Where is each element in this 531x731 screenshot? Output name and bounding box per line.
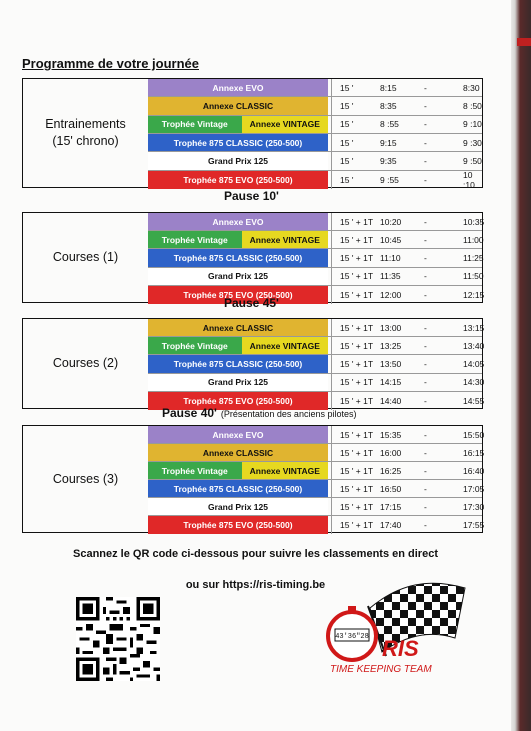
category-cell xyxy=(148,444,328,461)
category-cell xyxy=(148,462,328,479)
session-rows xyxy=(148,426,485,532)
start-time: 15:35 xyxy=(380,429,402,440)
category-cell xyxy=(148,116,328,133)
duration-cell: 15 ' + 1T xyxy=(331,444,373,461)
end-time: 17:55 xyxy=(463,520,485,530)
category-name: Trophée 875 EVO (250-500) xyxy=(148,392,328,410)
duration-cell: 15 ' + 1T xyxy=(331,498,373,515)
end-time: 14:55 xyxy=(463,395,485,406)
time-separator: - xyxy=(424,216,427,227)
category-cell xyxy=(148,516,328,534)
pause-label xyxy=(224,189,279,203)
start-time: 17:40 xyxy=(380,520,402,530)
category-name: Trophée 875 EVO (250-500) xyxy=(148,171,328,189)
start-time: 16:50 xyxy=(380,483,402,494)
category-cell xyxy=(148,374,328,391)
start-time: 16:00 xyxy=(380,447,402,458)
start-time: 9:35 xyxy=(380,155,397,166)
time-separator: - xyxy=(424,82,427,93)
category-cell xyxy=(148,213,328,230)
pause-note: (Présentation des anciens pilotes) xyxy=(220,409,357,419)
category-name: Trophée 875 CLASSIC (250-500) xyxy=(148,355,328,372)
end-time: 17:05 xyxy=(463,483,485,494)
end-time: 14:30 xyxy=(463,377,485,388)
time-separator: - xyxy=(424,289,427,300)
category-name: Trophée Vintage xyxy=(148,462,242,479)
pause-duration: Pause 45' xyxy=(224,296,279,310)
time-separator: - xyxy=(424,520,427,530)
end-time: 11:00 xyxy=(463,234,484,245)
start-time: 13:50 xyxy=(380,358,402,369)
end-time: 10 :10 xyxy=(463,169,475,190)
duration-cell: 15 ' + 1T xyxy=(331,249,373,266)
table-row xyxy=(148,79,482,97)
category-cell xyxy=(148,97,328,114)
duration-cell: 15 ' + 1T xyxy=(331,480,373,497)
table-row xyxy=(148,249,482,267)
time-separator: - xyxy=(424,234,427,245)
category-name: Grand Prix 125 xyxy=(148,374,328,391)
start-time: 13:25 xyxy=(380,340,402,351)
end-time: 15:50 xyxy=(463,429,485,440)
end-time: 11:50 xyxy=(463,271,484,282)
category-name: Trophée 875 CLASSIC (250-500) xyxy=(148,480,328,497)
page-title: Programme de votre journée xyxy=(22,56,199,71)
category-name: Trophée 875 EVO (250-500) xyxy=(148,286,328,304)
table-row xyxy=(148,231,482,249)
category-cell xyxy=(148,498,328,515)
time-separator: - xyxy=(424,100,427,111)
start-time: 12:00 xyxy=(380,289,402,300)
start-time: 14:40 xyxy=(380,395,402,406)
schedule-block xyxy=(22,212,483,303)
category-name: Annexe CLASSIC xyxy=(148,444,328,461)
duration-cell: 15 ' + 1T xyxy=(331,355,373,372)
pause-duration: Pause 10' xyxy=(224,189,279,203)
duration-cell: 15 ' xyxy=(331,116,353,133)
pause-label xyxy=(224,296,279,310)
time-separator: - xyxy=(424,395,427,406)
table-row xyxy=(148,462,485,480)
category-cell xyxy=(148,249,328,266)
duration-cell: 15 ' xyxy=(331,134,353,151)
table-row xyxy=(148,374,485,392)
table-row xyxy=(148,213,485,231)
schedule-block xyxy=(22,425,483,533)
category-cell xyxy=(148,268,328,285)
time-separator: - xyxy=(424,155,427,166)
schedule-block xyxy=(22,318,483,409)
watch-readout: 43'36"28 xyxy=(335,633,369,641)
table-row xyxy=(148,171,482,189)
end-time: 8 :50 xyxy=(463,100,482,111)
session-rows xyxy=(148,213,485,302)
table-row xyxy=(148,116,482,134)
time-separator: - xyxy=(424,377,427,388)
category-name: Grand Prix 125 xyxy=(148,498,328,515)
logo-brand: RIS xyxy=(382,636,419,661)
table-row xyxy=(148,444,485,462)
time-separator: - xyxy=(424,252,427,263)
session-label: Courses (1) xyxy=(52,250,119,264)
session-rows xyxy=(148,79,482,190)
start-time: 10:20 xyxy=(380,216,402,227)
end-time: 9 :30 xyxy=(463,137,482,148)
category-name: Annexe CLASSIC xyxy=(148,319,328,336)
category-name: Annexe EVO xyxy=(148,426,328,443)
time-separator: - xyxy=(424,322,427,333)
category-name: Annexe VINTAGE xyxy=(242,231,328,248)
start-time: 16:25 xyxy=(380,465,402,476)
end-time: 12:15 xyxy=(463,289,485,300)
schedule-block xyxy=(22,78,483,188)
time-separator: - xyxy=(424,465,427,476)
start-time: 8:35 xyxy=(380,100,397,111)
start-time: 11:10 xyxy=(380,252,401,263)
scan-instruction: Scannez le QR code ci-dessous pour suivre les classements en direct xyxy=(73,548,438,560)
start-time: 8:15 xyxy=(380,82,397,93)
category-name: Annexe EVO xyxy=(148,79,328,96)
page-edge-mark xyxy=(517,38,531,46)
end-time: 17:30 xyxy=(463,501,485,512)
end-time: 9 :50 xyxy=(463,155,482,166)
category-name: Annexe VINTAGE xyxy=(242,462,328,479)
table-row xyxy=(148,268,482,286)
category-cell xyxy=(148,79,328,96)
time-separator: - xyxy=(424,358,427,369)
duration-cell: 15 ' + 1T xyxy=(331,268,373,285)
session-rows xyxy=(148,319,485,408)
time-separator: - xyxy=(424,501,427,512)
end-time: 10:35 xyxy=(463,216,485,227)
table-row xyxy=(148,426,485,444)
logo-tagline: TIME KEEPING TEAM xyxy=(330,664,432,675)
time-separator: - xyxy=(424,447,427,458)
table-row xyxy=(148,516,485,534)
start-time: 8 :55 xyxy=(380,119,399,130)
duration-cell: 15 ' + 1T xyxy=(331,426,373,443)
duration-cell: 15 ' + 1T xyxy=(331,392,373,410)
category-cell xyxy=(148,426,328,443)
category-cell xyxy=(148,231,328,248)
table-row xyxy=(148,97,482,115)
pause-duration: Pause 40' xyxy=(162,406,217,420)
category-name: Trophée Vintage xyxy=(148,337,242,354)
start-time: 9:15 xyxy=(380,137,397,148)
duration-cell: 15 ' + 1T xyxy=(331,462,373,479)
session-label: Courses (2) xyxy=(52,356,119,370)
end-time: 16:15 xyxy=(463,447,485,458)
time-separator: - xyxy=(424,174,427,185)
end-time: 13:40 xyxy=(463,340,485,351)
end-time: 14:05 xyxy=(463,358,485,369)
category-name: Annexe VINTAGE xyxy=(242,116,328,133)
category-name: Trophée 875 EVO (250-500) xyxy=(148,516,328,534)
category-name: Annexe CLASSIC xyxy=(148,97,328,114)
start-time: 14:15 xyxy=(380,377,402,388)
time-separator: - xyxy=(424,340,427,351)
table-row xyxy=(148,498,485,516)
duration-cell: 15 ' + 1T xyxy=(331,231,373,248)
page-edge xyxy=(511,0,531,731)
session-label: Entrainements (15' chrono) xyxy=(45,117,126,148)
category-cell xyxy=(148,171,328,189)
duration-cell: 15 ' + 1T xyxy=(331,337,373,354)
start-time: 10:45 xyxy=(380,234,402,245)
category-cell xyxy=(148,319,328,336)
category-name: Annexe EVO xyxy=(148,213,328,230)
end-time: 8:30 xyxy=(463,82,480,93)
start-time: 11:35 xyxy=(380,271,401,282)
duration-cell: 15 ' + 1T xyxy=(331,286,373,304)
time-separator: - xyxy=(424,483,427,494)
table-row xyxy=(148,480,485,498)
category-name: Grand Prix 125 xyxy=(148,152,328,169)
category-name: Annexe VINTAGE xyxy=(242,337,328,354)
table-row xyxy=(148,319,485,337)
category-name: Trophée Vintage xyxy=(148,116,242,133)
category-name: Trophée 875 CLASSIC (250-500) xyxy=(148,249,328,266)
category-name: Trophée Vintage xyxy=(148,231,242,248)
session-label: Courses (3) xyxy=(52,471,119,486)
duration-cell: 15 ' + 1T xyxy=(331,374,373,391)
duration-cell: 15 ' xyxy=(331,171,353,189)
time-separator: - xyxy=(424,271,427,282)
duration-cell: 15 ' + 1T xyxy=(331,319,373,336)
end-time: 11:25 xyxy=(463,252,484,263)
duration-cell: 15 ' xyxy=(331,79,353,96)
table-row xyxy=(148,134,482,152)
table-row xyxy=(148,355,485,373)
end-time: 16:40 xyxy=(463,465,485,476)
time-separator: - xyxy=(424,119,427,130)
start-time: 9 :55 xyxy=(380,174,399,185)
category-name: Grand Prix 125 xyxy=(148,268,328,285)
pause-label xyxy=(162,406,356,420)
table-row xyxy=(148,286,485,304)
end-time: 13:15 xyxy=(463,322,485,333)
duration-cell: 15 ' + 1T xyxy=(331,516,373,534)
duration-cell: 15 ' + 1T xyxy=(331,213,373,230)
category-cell xyxy=(148,480,328,497)
category-cell xyxy=(148,355,328,372)
start-time: 13:00 xyxy=(380,322,402,333)
qr-code[interactable] xyxy=(76,597,160,681)
category-cell xyxy=(148,337,328,354)
category-cell xyxy=(148,134,328,151)
time-separator: - xyxy=(424,137,427,148)
duration-cell: 15 ' xyxy=(331,97,353,114)
start-time: 17:15 xyxy=(380,501,402,512)
time-separator: - xyxy=(424,429,427,440)
table-row xyxy=(148,337,485,355)
category-name: Trophée 875 CLASSIC (250-500) xyxy=(148,134,328,151)
website-link[interactable]: ou sur https://ris-timing.be xyxy=(185,579,326,591)
category-cell xyxy=(148,152,328,169)
end-time: 9 :10 xyxy=(463,119,482,130)
duration-cell: 15 ' xyxy=(331,152,353,169)
table-row xyxy=(148,152,482,170)
